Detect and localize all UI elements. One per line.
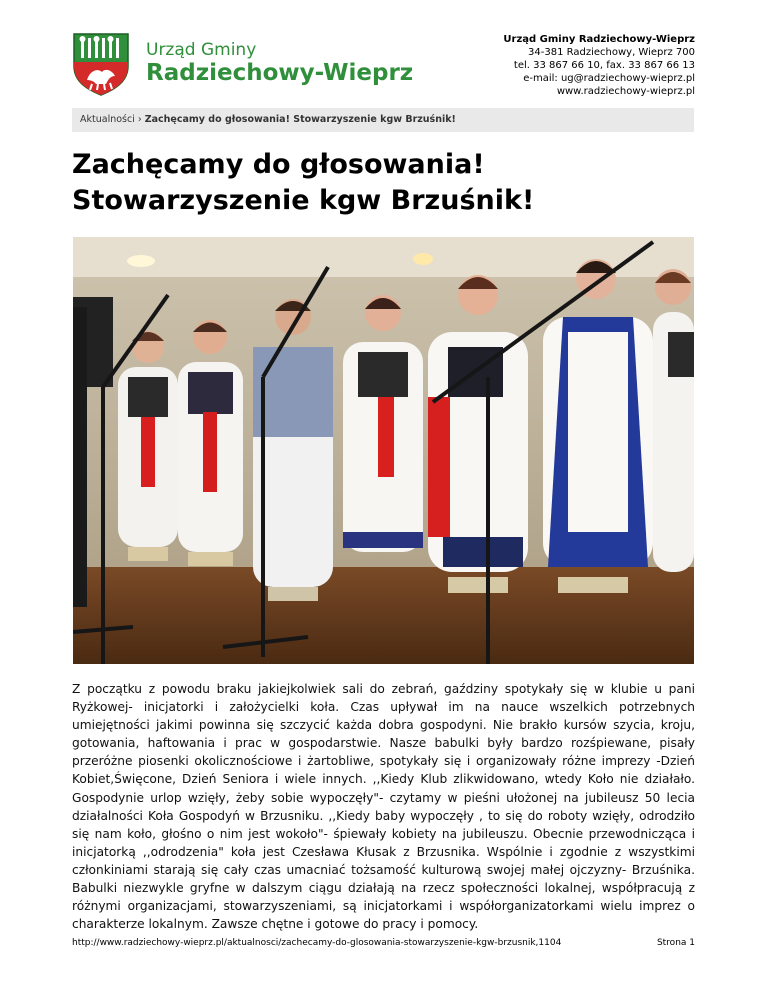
page-title (72, 147, 702, 219)
breadcrumb-current: Zachęcamy do głosowania! Stowarzyszenie kgw Brzuśnik! (144, 114, 456, 125)
article-photo (73, 237, 694, 664)
breadcrumb-parent-link[interactable]: Aktualności (80, 114, 135, 125)
brand-name-line1: Urząd Gminy (146, 40, 257, 60)
coat-of-arms-logo (72, 32, 130, 96)
breadcrumb-separator: › (137, 114, 142, 125)
footer-url: http://www.radziechowy-wieprz.pl/aktualnosci/zachecamy-do-glosowania-stowarzyszenie-kgw-brzusnik,1104 (72, 938, 562, 948)
contact-website[interactable]: www.radziechowy-wieprz.pl (556, 86, 695, 97)
page-header (0, 0, 768, 105)
brand-name-line2: Radziechowy-Wieprz (146, 60, 414, 86)
page-title-line1: Zachęcamy do głosowania! (72, 149, 485, 180)
footer-page-number: Strona 1 (656, 938, 695, 948)
article-body: Z początku z powodu braku jakiejkolwiek sali do zebrań, gaździny spotykały się w klubie u pani Ryżkowej- inicjatorki i założycielki koła. Czas upływał im na nauce wszelkich potrzebnych umiejętności jakimi powinna się szczycić każda dobra gospodyni. Nie brakło kursów szycia, kroju, gotowania, haftowania i prac w gospodarstwie. Nasze babulki były bardzo rozśpiewane, pisały przeróżne piosenki okolicznościowe i żartobliwe, spotykały się i organizowały różne imprezy -Dzień Kobiet,Święcone, Dzień Seniora i wiele innych. ,,Kiedy Klub zlikwidowano, wtedy Koło nie działało. Gospodynie urlop wzięły, żeby sobie wypoczęły"- czytamy w pieśni ułożonej na jubileusz 50 lecia działalności Koła Gospodyń w Brzusniku. ,,Kiedy baby wypoczęły , to się do roboty wzięły, odrodziło się nam koło, głośno o nim jest wokoło"- śpiewały kobiety na jubileuszu. Obecnie przewodnicząca i inicjatorką ,,odrodzenia" koła jest Czesława Kłusak z Brzusnika. Wspólnie i zgodnie z wszystkimi członkiniami starają się cały czas umacniać tożsamość kulturową swojej małej ojczyzny- Brzuśnika. Babulki niezwykle gryfne w dalszym ciągu działają na rzecz społeczności lokalnej, współpracują z różnymi organizacjami, stowarzyszeniami, są inicjatorkami i współorganizatorkami wielu imprez o charakterze lokalnym. Zawsze chętne i gotowe do pracy i pomocy. (72, 682, 695, 932)
contact-org-name: Urząd Gminy Radziechowy-Wieprz (503, 34, 695, 45)
contact-phone: tel. 33 867 66 10, fax. 33 867 66 13 (513, 60, 695, 71)
breadcrumb (72, 108, 694, 132)
contact-block (503, 33, 695, 98)
contact-address: 34-381 Radziechowy, Wieprz 700 (528, 47, 695, 58)
page-title-line2: Stowarzyszenie kgw Brzuśnik! (72, 185, 535, 216)
contact-email[interactable]: e-mail: ug@radziechowy-wieprz.pl (523, 73, 695, 84)
